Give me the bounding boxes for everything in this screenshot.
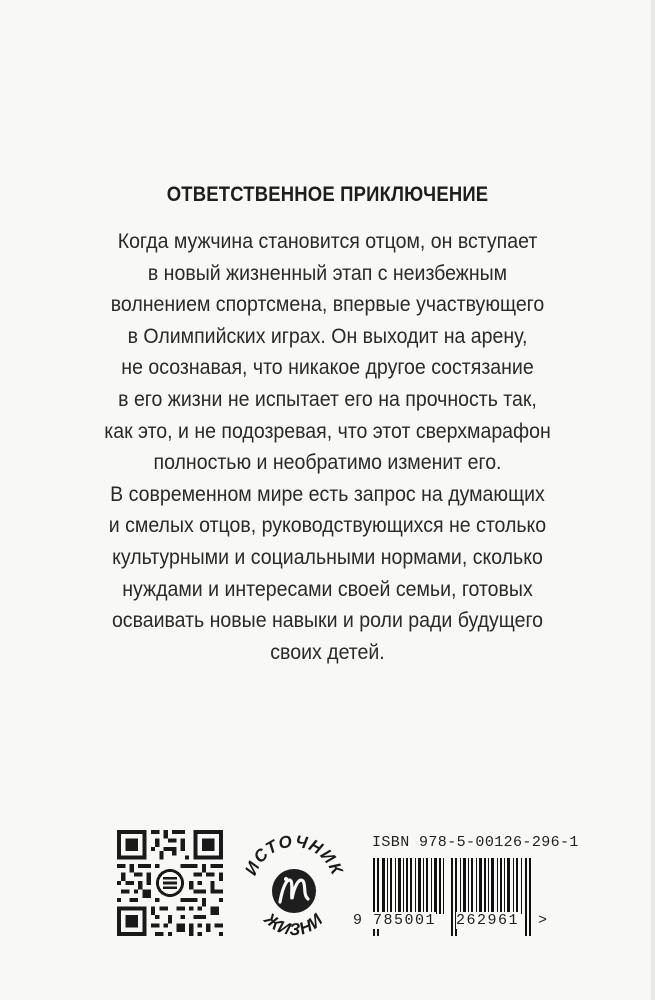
annotation-line: в его жизни не испытает его на прочность так, <box>118 387 537 411</box>
annotation-line: в Олимпийских играх. Он выходит на арену, <box>127 324 528 348</box>
barcode-digit-group-right: 262961 <box>456 912 520 929</box>
logo-bottom-text: ЖИЗНИ <box>260 909 328 940</box>
barcode-quiet-zone-marker: > <box>538 912 548 929</box>
annotation-line: нуждами и интересами своей семьи, готовых <box>122 577 533 601</box>
annotation-line: и смелых отцов, руководствующихся не столько <box>108 514 547 538</box>
annotation-line: Когда мужчина становится отцом, он вступает <box>117 230 538 253</box>
annotation-line: своих детей. <box>270 640 385 664</box>
annotation-line: волнением спортсмена, впервые участвующего <box>110 293 545 317</box>
svg-text:ЖИЗНИ <box>260 909 327 940</box>
annotation-line: не осознавая, что никакое другое состязание <box>121 356 534 380</box>
logo-top-text: ИСТОЧНИК <box>241 831 347 879</box>
annotation-line: полностью и необратимо изменит его. <box>153 451 502 475</box>
barcode-first-digit: 9 <box>353 912 363 929</box>
annotation-line: в новый жизненный этап с неизбежным <box>147 261 508 285</box>
isbn-label: ISBN 978-5-00126-296-1 <box>372 834 579 851</box>
annotation-line: культурными и социальными нормами, сколько <box>112 545 543 569</box>
barcode-digit-group-left: 785001 <box>373 912 437 929</box>
cover-edge <box>651 0 655 1000</box>
annotation-heading: ОТВЕТСТВЕННОЕ ПРИКЛЮЧЕНИЕ <box>166 183 489 206</box>
qr-code <box>117 830 223 936</box>
publisher-logo-graphic <box>236 825 352 945</box>
publisher-logo <box>236 825 352 945</box>
annotation-line: как это, и не подозревая, что этот сверхмарафон <box>104 419 551 443</box>
annotation-line: осваивать новые навыки и роли ради будущего <box>111 609 544 633</box>
annotation-text <box>40 226 615 668</box>
qr-code-graphic <box>117 830 223 936</box>
annotation-line: В современном мире есть запрос на думающих <box>110 482 545 506</box>
